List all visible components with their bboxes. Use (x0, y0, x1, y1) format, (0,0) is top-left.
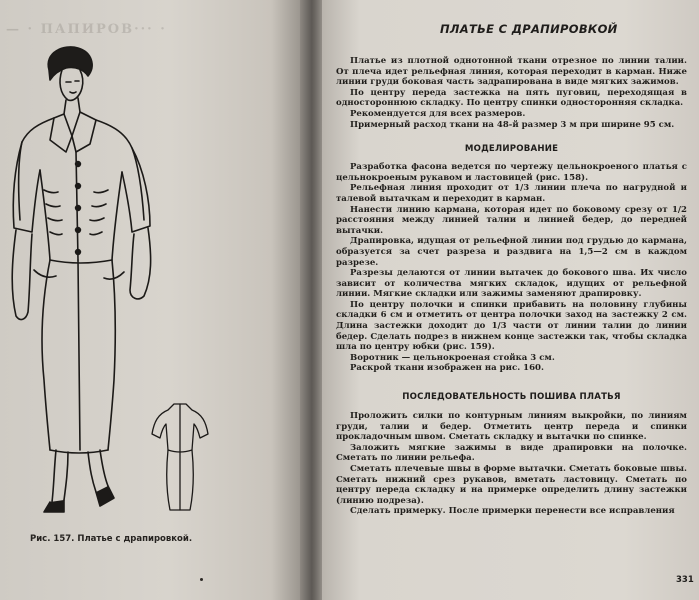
paragraph: Проложить силки по контурным линиям выкройки, по линиям груди, талии и бедер. Отметить центр переда и спинки прокладочным швом. Сметать складку и вытачки по спинке. (336, 411, 687, 443)
section-heading-sewing-sequence: ПОСЛЕДОВАТЕЛЬНОСТЬ ПОШИВА ПЛАТЬЯ (402, 392, 621, 403)
paragraph: Воротник — цельнокроеная стойка 3 см. (350, 352, 555, 363)
body-text (336, 56, 687, 517)
paragraph: Разработка фасона ведется по чертежу цельнокроеного платья с цельнокроеным рукавом и ластовицей (рис. 158). (336, 162, 687, 183)
paragraph: Разрезы делаются от линии вытачек до бокового шва. Их число зависит от количества мягких складок, идущих от рельефной линии. Мягкие складки или зажимы заменяют драпировку. (336, 268, 687, 300)
figure-caption: Рис. 157. Платье с драпировкой. (30, 534, 193, 544)
dress-illustration-back (150, 400, 210, 515)
paragraph: Платье из плотной однотонной ткани отрезное по линии талии. От плеча идет рельефная линия, которая переходит в карман. Ниже линии груди боковая часть задрапирована в виде мягких зажимов. (336, 56, 687, 88)
paragraph: По центру переда застежка на пять пуговиц, переходящая в одностороннюю складку. По центру спинки односторонняя складка. (336, 87, 687, 109)
paragraph: Раскрой ткани изображен на рис. 160. (350, 363, 544, 374)
show-through-text: — · ПАПИРОВ··· · (6, 22, 167, 37)
paragraph: Примерный расход ткани на 48-й размер 3 м при ширине 95 см. (350, 119, 675, 130)
page-number: 331 (676, 575, 694, 585)
paragraph: Рельефная линия проходит от 1/3 линии плеча по нагрудной и талевой вытачкам и переходит в карман. (336, 183, 687, 204)
page-mark (200, 578, 203, 581)
page-title: ПЛАТЬЕ С ДРАПИРОВКОЙ (440, 22, 618, 36)
paragraph: Заложить мягкие зажимы в виде драпировки на полочке. Сметать по линии рельефа. (336, 442, 687, 464)
section-heading-modeling: МОДЕЛИРОВАНИЕ (464, 144, 559, 155)
paragraph: Нанести линию кармана, которая идет по боковому срезу от 1/2 расстояния между линией талии и линией бедер, до передней вытачки. (336, 204, 687, 236)
paragraph: По центру полочки и спинки прибавить на половину глубины складки 6 см и отметить от центра полочки заход на застежку 2 см. Длина застежки доходит до 1/3 части от линии талии до линии бедер. Сделать подрез в нижнем конце застежки так, чтобы складка шла по центру юбки (рис. 159). (336, 299, 687, 353)
dress-illustration-front (4, 40, 164, 515)
paragraph: Рекомендуется для всех размеров. (350, 108, 526, 119)
paragraph: Сметать плечевые швы в форме вытачки. Сметать боковые швы. Сметать нижний срез рукавов, вметать ластовицу. Сметать по центру переда складку и на примерке определить длину застежки (линию подреза). (336, 464, 687, 506)
paragraph: Драпировка, идущая от рельефной линии под грудью до кармана, образуется за счет разреза и раздвига на 1,5—2 см в каждом разрезе. (336, 236, 687, 268)
left-page (0, 0, 308, 600)
paragraph: Сделать примерку. После примерки перенести все исправления (350, 506, 675, 517)
